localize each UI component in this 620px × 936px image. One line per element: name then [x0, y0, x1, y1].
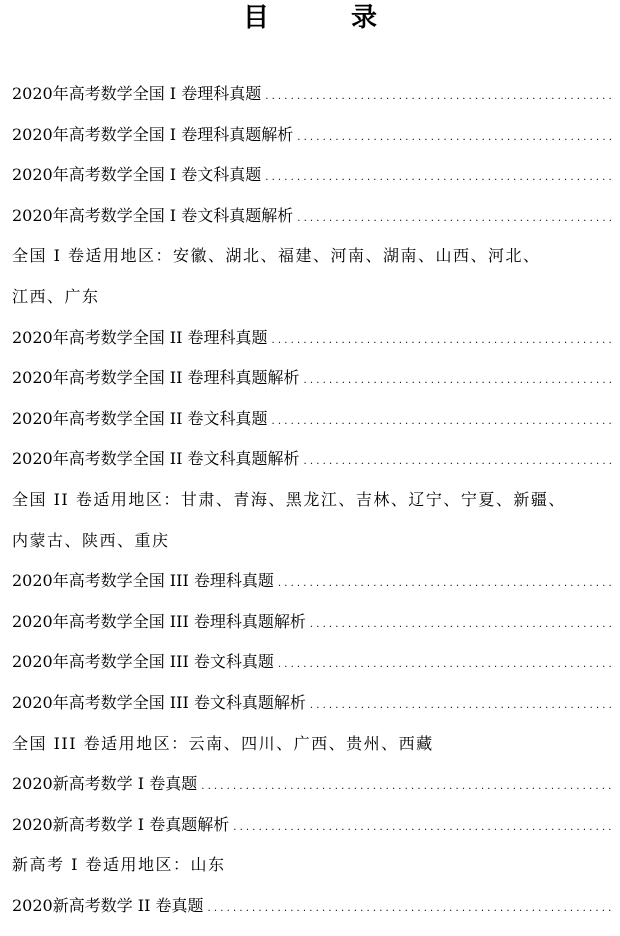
region-note-line: 内蒙古、陕西、重庆	[12, 530, 170, 550]
toc-entry[interactable]	[12, 693, 612, 734]
toc-entry[interactable]	[12, 206, 612, 247]
toc-entry[interactable]	[12, 165, 612, 206]
dot-leader	[272, 409, 612, 432]
dot-leader	[297, 125, 612, 148]
dot-leader	[304, 368, 612, 391]
region-note	[12, 490, 612, 571]
toc-entry-label: 2020年高考数学全国 II 卷文科真题	[12, 408, 268, 428]
region-note	[12, 855, 612, 896]
toc-entry-label: 2020年高考数学全国 I 卷文科真题解析	[12, 205, 294, 225]
toc-entry[interactable]	[12, 571, 612, 612]
dot-leader	[272, 328, 612, 351]
dot-leader	[208, 896, 612, 919]
region-note-line: 全国 I 卷适用地区：安徽、湖北、福建、河南、湖南、山西、河北、	[12, 246, 541, 266]
toc-entry-label: 2020新高考数学 I 卷真题解析	[12, 814, 230, 834]
toc-entry[interactable]	[12, 125, 612, 166]
region-note-line: 全国 II 卷适用地区：甘肃、青海、黑龙江、吉林、辽宁、宁夏、新疆、	[12, 489, 566, 509]
dot-leader	[265, 165, 612, 188]
toc-entry[interactable]	[12, 896, 612, 936]
dot-leader	[310, 612, 612, 635]
table-of-contents	[12, 84, 612, 936]
dot-leader	[278, 652, 612, 675]
toc-entry[interactable]	[12, 368, 612, 409]
toc-entry-label: 2020年高考数学全国 I 卷理科真题解析	[12, 124, 294, 144]
region-note-line: 江西、广东	[12, 286, 100, 306]
toc-entry[interactable]	[12, 774, 612, 815]
region-note	[12, 734, 612, 775]
dot-leader	[278, 571, 612, 594]
toc-entry[interactable]	[12, 612, 612, 653]
toc-entry-label: 2020年高考数学全国 II 卷文科真题解析	[12, 449, 300, 469]
toc-entry-label: 2020年高考数学全国 I 卷文科真题	[12, 165, 262, 185]
toc-entry-label: 2020年高考数学全国 II 卷理科真题解析	[12, 368, 300, 388]
region-note	[12, 246, 612, 327]
toc-entry[interactable]	[12, 449, 612, 490]
dot-leader	[265, 84, 612, 107]
region-note-line: 全国 III 卷适用地区：云南、四川、广西、贵州、西藏	[12, 733, 434, 753]
toc-entry[interactable]	[12, 328, 612, 369]
dot-leader	[297, 206, 612, 229]
toc-entry-label: 2020年高考数学全国 III 卷文科真题解析	[12, 692, 306, 712]
region-note-line: 新高考 I 卷适用地区：山东	[12, 855, 226, 875]
dot-leader	[233, 815, 612, 838]
toc-entry-label: 2020年高考数学全国 III 卷理科真题解析	[12, 611, 306, 631]
dot-leader	[201, 774, 612, 797]
toc-entry-label: 2020新高考数学 II 卷真题	[12, 895, 204, 915]
toc-entry[interactable]	[12, 409, 612, 450]
toc-entry-label: 2020年高考数学全国 II 卷理科真题	[12, 327, 268, 347]
toc-entry[interactable]	[12, 84, 612, 125]
dot-leader	[310, 693, 612, 716]
toc-entry[interactable]	[12, 815, 612, 856]
toc-entry-label: 2020年高考数学全国 I 卷理科真题	[12, 84, 262, 103]
toc-entry-label: 2020年高考数学全国 III 卷文科真题	[12, 652, 274, 672]
toc-entry-label: 2020年高考数学全国 III 卷理科真题	[12, 571, 274, 591]
toc-entry[interactable]	[12, 652, 612, 693]
dot-leader	[304, 449, 612, 472]
toc-entry-label: 2020新高考数学 I 卷真题	[12, 774, 198, 794]
page-title: 目 录	[242, 3, 405, 33]
